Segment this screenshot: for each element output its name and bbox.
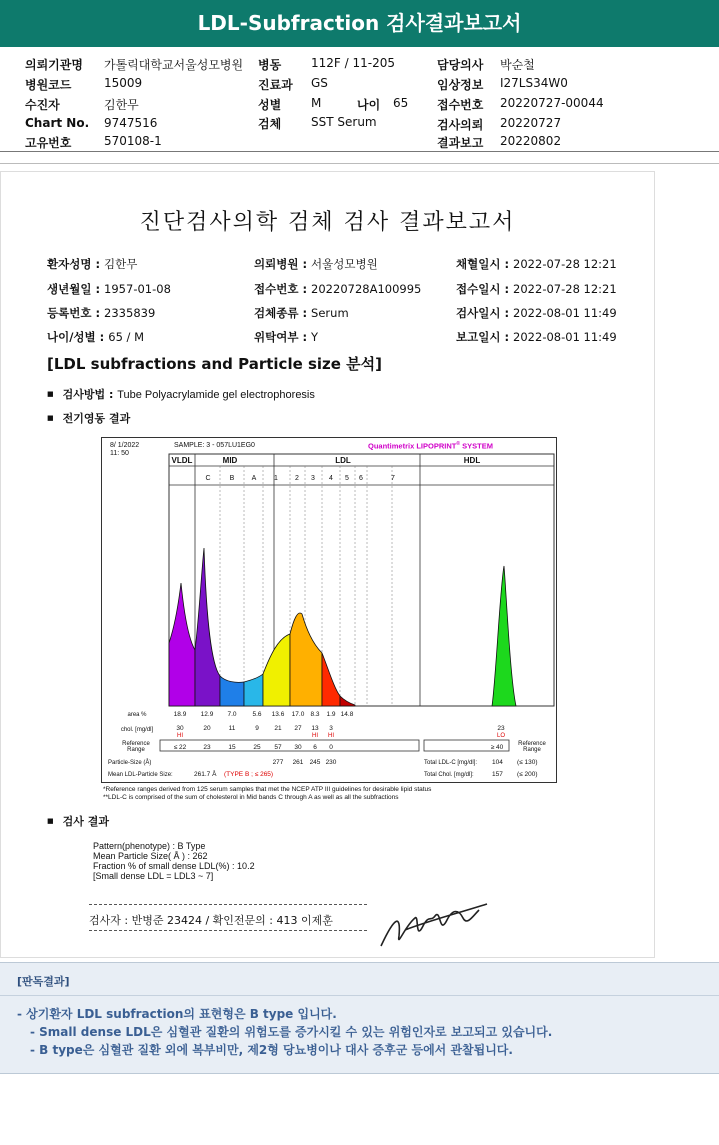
particle-size-value: 261 <box>292 759 304 766</box>
flag-label: HI <box>328 733 334 739</box>
total-chol-ref: (≤ 200) <box>517 771 538 778</box>
row-label: Range <box>127 747 145 753</box>
band-label: 7 <box>391 475 395 482</box>
footnote: **LDL-C is comprised of the sum of cholesterol in Mid bands C through A as well as all the subfractions <box>103 794 399 801</box>
region-label: HDL <box>463 456 481 465</box>
area-value: 13.6 <box>271 711 285 718</box>
area-value: 14.8 <box>340 711 354 718</box>
birth-date <box>47 281 171 297</box>
header-label: 임상정보 <box>437 78 484 92</box>
outsourced <box>254 329 318 345</box>
header-value: GS <box>311 76 328 90</box>
header-label: 검사의뢰 <box>437 118 484 132</box>
chol-value: 13 <box>311 725 319 732</box>
chol-value: 23 <box>497 725 505 732</box>
info-value: 20220728A100995 <box>311 282 422 296</box>
electrophoresis-chart <box>101 437 557 783</box>
draw-time <box>456 256 617 272</box>
header-value: 20220727 <box>500 116 562 130</box>
chart-svg <box>102 438 556 782</box>
hdl-peak <box>492 566 516 706</box>
interpretation-title: [판독결과] <box>17 975 70 988</box>
info-value: 2335839 <box>104 306 156 320</box>
header-label: Chart No. <box>25 116 90 130</box>
total-chol-label: Total Chol. [mg/dl]: <box>424 772 474 778</box>
info-value: 2022-08-01 11:49 <box>513 306 617 320</box>
reference-box <box>160 740 419 751</box>
region-label: LDL <box>335 456 351 465</box>
header-value: 가톨릭대학교서울성모병원 <box>104 58 244 72</box>
total-chol-value: 157 <box>492 771 503 778</box>
header-value: 570108-1 <box>104 134 162 148</box>
header-label: 수진자 <box>25 98 60 112</box>
particle-size-value: 230 <box>325 759 337 766</box>
band-label: B <box>229 475 235 482</box>
region-label: VLDL <box>171 456 193 465</box>
info-label: 등록번호 : <box>47 306 105 320</box>
area-value: 12.9 <box>200 711 214 718</box>
header-value: 15009 <box>104 76 143 90</box>
chart-system: Quantimetrix LIPOPRINT® SYSTEM <box>368 441 493 451</box>
row-label: Reference <box>122 741 150 747</box>
chol-value: 27 <box>294 725 302 732</box>
info-label: 환자성명 : <box>47 257 105 271</box>
particle-size-value: 245 <box>309 759 321 766</box>
header-value: 112F / 11-205 <box>311 56 395 70</box>
header-value: M <box>311 96 322 110</box>
band-a-area <box>244 674 263 706</box>
ldl3-area <box>322 653 340 706</box>
total-ldl-value: 104 <box>492 759 503 766</box>
reference-value: 6 <box>313 744 317 751</box>
chart-footnotes <box>103 786 431 802</box>
header-value: 김한무 <box>104 98 139 112</box>
band-label: C <box>205 475 211 482</box>
row-label: chol. [mg/dl] <box>120 727 154 733</box>
info-value: 2022-07-28 12:21 <box>513 282 617 296</box>
header-label: 결과보고 <box>437 136 484 150</box>
receipt-time <box>456 281 617 297</box>
report-time <box>456 329 617 345</box>
chart-time: 11: 50 <box>110 450 129 457</box>
info-label: 검사일시 : <box>456 306 514 320</box>
electro-label: ■ 전기영동 결과 <box>47 410 130 426</box>
result-line: [Small dense LDL = LDL3 ~ 7] <box>93 871 214 881</box>
result-block <box>93 841 255 881</box>
band-label: 1 <box>274 475 278 482</box>
info-label: 검체종류 : <box>254 306 312 320</box>
info-label: 보고일시 : <box>456 330 514 344</box>
region-label: MID <box>222 456 238 465</box>
interpretation-line: - B type은 심혈관 질환 외에 복부비만, 제2형 당뇨병이나 대사 증후군 등에서 관찰됩니다. <box>30 1043 513 1057</box>
chart-sample: SAMPLE: 3 - 057LU1EG0 <box>174 442 255 449</box>
info-label: 나이/성별 : <box>47 330 109 344</box>
particle-size-value: 277 <box>272 759 284 766</box>
flag-label: HI <box>177 733 183 739</box>
chol-value: 11 <box>228 725 236 732</box>
chol-value: 3 <box>329 725 333 732</box>
section-title: [LDL subfractions and Particle size 분석] <box>47 355 383 373</box>
area-value: 8.3 <box>310 711 320 718</box>
band-label: 4 <box>329 475 333 482</box>
flag-label: HI <box>312 733 318 739</box>
reference-value: 23 <box>203 744 211 751</box>
reference-value: 57 <box>274 744 282 751</box>
interpretation-panel <box>0 962 719 1074</box>
area-value: 18.9 <box>173 711 187 718</box>
header-label: 고유번호 <box>25 136 72 150</box>
total-ldl-label: Total LDL-C [mg/dl]: <box>424 760 478 766</box>
info-label: 생년월일 : <box>47 282 105 296</box>
interpretation-line: - Small dense LDL은 심혈관 질환의 위험도를 증가시킬 수 있는 위험인자로 보고되고 있습니다. <box>30 1025 553 1039</box>
row-label: Mean LDL-Particle Size: <box>108 772 173 778</box>
mean-size-value: 261.7 Å <box>194 771 217 778</box>
header-label: 담당의사 <box>437 58 484 72</box>
header-value: I27LS34W0 <box>500 76 568 90</box>
chol-value: 20 <box>203 725 211 732</box>
header-label: 나이 <box>357 98 381 112</box>
result-line: Fraction % of small dense LDL(%) : 10.2 <box>93 861 255 871</box>
header-value: 20220727-00044 <box>500 96 604 110</box>
band-label: 3 <box>311 475 315 482</box>
chart-date: 8/ 1/2022 <box>110 442 140 449</box>
row-label: area % <box>127 712 147 718</box>
specimen-type <box>254 305 349 321</box>
info-label: 접수번호 : <box>254 282 312 296</box>
area-value: 17.0 <box>291 711 305 718</box>
info-value: 2022-07-28 12:21 <box>513 257 617 271</box>
band-c-area <box>195 548 220 706</box>
result-line: Pattern(phenotype) : B Type <box>93 841 206 851</box>
test-time <box>456 305 617 321</box>
header-value: 20220802 <box>500 134 562 148</box>
band-label: 6 <box>359 475 363 482</box>
header-label: 의뢰기관명 <box>25 58 83 72</box>
area-value: 5.6 <box>252 711 262 718</box>
chol-value: 30 <box>176 725 184 732</box>
row-label: Reference <box>518 741 546 747</box>
header-label: 병동 <box>258 58 282 72</box>
patient-name <box>47 256 137 272</box>
total-ldl-ref: (≤ 130) <box>517 759 538 766</box>
signer-line: 검사자 : 반병준 23424 / 확인전문의 : 413 이제훈 <box>89 914 333 927</box>
system-suffix: SYSTEM <box>462 441 493 451</box>
age-sex <box>47 329 144 345</box>
flag-label: LO <box>496 733 506 739</box>
method-label: 검사방법 : <box>62 388 118 401</box>
reference-value: 30 <box>294 744 302 751</box>
band-b-area <box>220 676 244 706</box>
method-line <box>47 386 315 402</box>
info-value: 1957-01-08 <box>104 282 171 296</box>
footnote: *Reference ranges derived from 125 serum samples that met the NCEP ATP III guidelines for desirable lipid status <box>103 786 432 793</box>
info-label: 채혈일시 : <box>456 257 514 271</box>
band-label: A <box>251 475 257 482</box>
reference-value: 15 <box>228 744 236 751</box>
result-label: ■ 검사 결과 <box>47 813 109 829</box>
area-value: 7.0 <box>227 711 237 718</box>
info-value: Y <box>311 330 319 344</box>
report-banner: LDL-Subfraction 검사결과보고서 <box>0 0 719 47</box>
vldl-peak <box>169 583 195 706</box>
header-label: 검체 <box>258 117 282 131</box>
info-value: 김한무 <box>104 257 138 271</box>
ldl1-area <box>263 634 290 706</box>
header-value: SST Serum <box>311 115 377 129</box>
band-label: 5 <box>345 475 349 482</box>
dashed-rule <box>89 930 367 931</box>
info-value: 65 / M <box>108 330 144 344</box>
chol-value: 9 <box>255 725 259 732</box>
area-value: 1.9 <box>326 711 336 718</box>
signature-image <box>375 896 493 954</box>
info-value: 서울성모병원 <box>311 257 378 271</box>
header-value: 박순철 <box>500 58 535 72</box>
band-label: 2 <box>295 475 299 482</box>
hdl-reference-value: ≥ 40 <box>490 744 504 751</box>
header-value: 65 <box>393 96 409 110</box>
header-divider <box>0 163 719 164</box>
doc-title: 진단검사의학 검체 검사 결과보고서 <box>139 210 516 235</box>
dashed-rule <box>89 904 367 905</box>
ldl4-area <box>340 696 355 706</box>
header-label: 접수번호 <box>437 98 484 112</box>
register-no <box>47 305 155 321</box>
row-label: Range <box>523 747 541 753</box>
interpretation-line: - 상기환자 LDL subfraction의 표현형은 B type 입니다. <box>17 1007 337 1021</box>
result-line: Mean Particle Size( Å ) : 262 <box>93 851 208 861</box>
ldl2-area <box>290 613 322 706</box>
method-value: Tube Polyacrylamide gel electrophoresis <box>117 389 315 401</box>
header-label: 성별 <box>258 98 282 112</box>
panel-divider <box>0 995 719 996</box>
info-label: 의뢰병원 : <box>254 257 312 271</box>
header-label: 병원코드 <box>25 78 72 92</box>
row-label: Particle-Size (Å) <box>108 760 152 766</box>
reference-value: ≤ 22 <box>173 744 187 751</box>
receipt-no <box>254 281 421 297</box>
info-value: Serum <box>311 306 349 320</box>
info-value: 2022-08-01 11:49 <box>513 330 617 344</box>
chol-value: 21 <box>274 725 282 732</box>
system-name: Quantimetrix LIPOPRINT <box>368 441 457 451</box>
hospital <box>254 256 378 272</box>
header-label: 진료과 <box>258 78 293 92</box>
header-value: 9747516 <box>104 116 158 130</box>
header-divider <box>0 151 719 152</box>
type-text: (TYPE B ; ≤ 265) <box>224 771 274 778</box>
info-label: 접수일시 : <box>456 282 514 296</box>
reference-value: 25 <box>253 744 261 751</box>
info-label: 위탁여부 : <box>254 330 312 344</box>
reference-value: 0 <box>329 744 333 751</box>
